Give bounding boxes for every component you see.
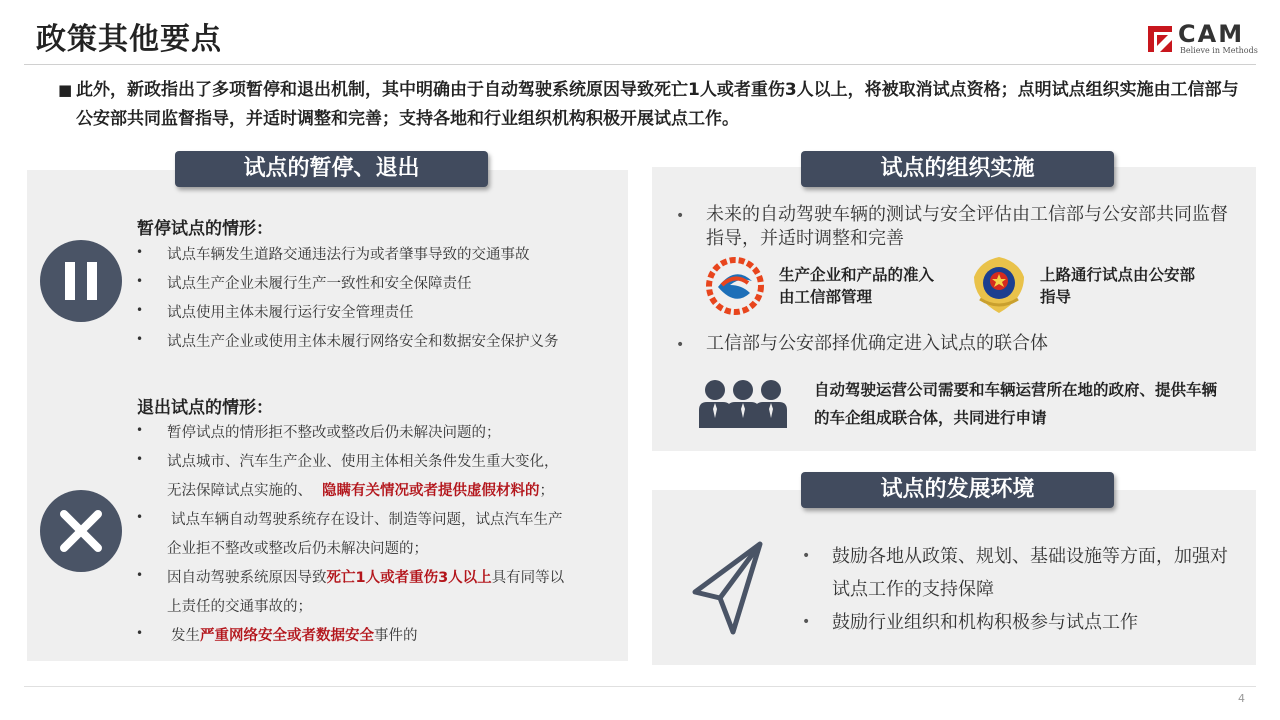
cam-logo-mark-icon [1148,26,1172,52]
mps-text: 上路通行试点由公安部指导 [1040,266,1196,306]
list-item-continuation: 无法保障试点实施的、 隐瞒有关情况或者提供虚假材料的； [167,483,554,499]
police-emblem-icon [970,255,1028,315]
list-item: • 鼓励行业组织和机构积极参与试点工作 [802,612,1138,633]
list-item-continuation: 企业拒不整改或整改后仍未解决问题的； [167,541,428,557]
list-item: • 试点使用主体未履行运行安全管理责任 [136,303,414,321]
env-list [802,540,1242,639]
list-item: • 试点城市、汽车生产企业、使用主体相关条件发生重大变化， [136,452,559,470]
org-heading: 试点的组织实施 [801,151,1114,187]
list-item: • 因自动驾驶系统原因导致死亡1人或者重伤3人以上具有同等以 [136,568,565,586]
list-item-continuation: 上责任的交通事故的； [167,599,312,615]
close-icon [40,490,122,572]
miit-emblem-icon [700,255,770,317]
intro-paragraph [58,76,1248,134]
intro-text: 此外，新政指出了多项暂停和退出机制，其中明确由于自动驾驶系统原因导致死亡1人或者重伤3人以上，将被取消试点资格；点明试点组织实施由工信部与公安部共同监督指导，并适时调整和完善；支持各地和行业组织机构积极开展试点工作。 [76,80,1239,129]
page-number: 4 [1238,692,1245,705]
list-item: • 鼓励各地从政策、规划、基础设施等方面，加强对试点工作的支持保障 [802,546,1228,600]
org-bullet-1: • 未来的自动驾驶车辆的测试与安全评估由工信部与公安部共同监督指导，并适时调整和完善 [676,204,1228,249]
exit-list [136,421,616,651]
footer-divider [24,686,1256,687]
pause-section-title: 暂停试点的情形： [137,219,273,239]
square-bullet-icon: ■ [58,81,73,99]
org-bullet-2: • 工信部与公安部择优确定进入试点的联合体 [676,333,1048,354]
env-heading: 试点的发展环境 [801,472,1114,508]
list-item: • 暂停试点的情形拒不整改或整改后仍未解决问题的； [136,423,501,441]
pause-list [136,243,616,363]
cam-logo [1148,20,1258,58]
people-group-icon [697,378,789,430]
logo-tagline: Believe in Methods [1180,46,1258,55]
list-item: • 试点生产企业或使用主体未履行网络安全和数据安全保护义务 [136,332,559,350]
page-title: 政策其他要点 [36,22,222,57]
logo-text: CAM [1178,20,1245,48]
list-item: • 试点车辆自动驾驶系统存在设计、制造等问题，试点汽车生产 [136,510,563,528]
list-item: • 发生严重网络安全或者数据安全事件的 [136,626,418,644]
paper-plane-icon [690,540,765,635]
pause-icon [40,240,122,322]
list-item: • 试点车辆发生道路交通违法行为或者肇事导致的交通事故 [136,245,530,263]
pause-exit-heading: 试点的暂停、退出 [175,151,488,187]
miit-text: 生产企业和产品的准入由工信部管理 [779,266,935,306]
exit-section-title: 退出试点的情形： [137,398,273,418]
list-item: • 试点生产企业未履行生产一致性和安全保障责任 [136,274,472,292]
header-divider [24,64,1256,65]
consortium-text: 自动驾驶运营公司需要和车辆运营所在地的政府、提供车辆的车企组成联合体，共同进行申请 [814,381,1218,427]
